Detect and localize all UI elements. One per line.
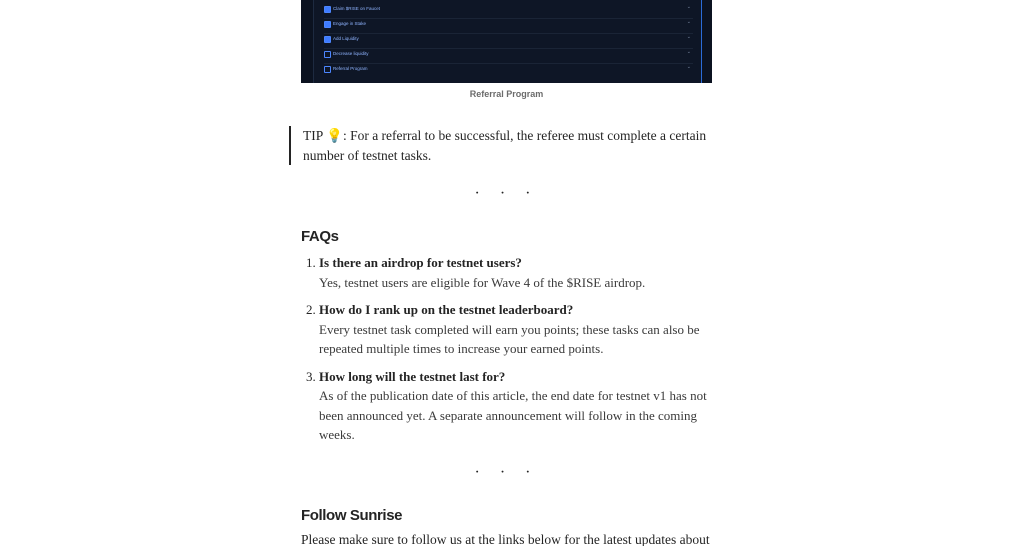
task-row	[324, 48, 693, 64]
checkbox-icon	[324, 6, 331, 13]
chevron-down-icon: ⌄	[686, 34, 691, 40]
faq-item	[319, 367, 711, 445]
chevron-down-icon: ⌄	[686, 49, 691, 55]
faq-question: 3. How long will the testnet last for?	[319, 368, 506, 384]
faq-item	[319, 253, 711, 292]
referral-program-image	[301, 0, 712, 83]
faqs-heading: FAQs	[301, 228, 339, 245]
faq-list	[301, 253, 711, 453]
chevron-down-icon: ⌄	[686, 4, 691, 10]
faq-answer: Yes, testnet users are eligible for Wave 4 of the $RISE airdrop.	[319, 274, 646, 290]
section-separator: · · ·	[474, 464, 539, 481]
task-label: Decrease liquidity	[333, 51, 369, 56]
task-label: Engage in Stake	[333, 21, 367, 26]
faq-answer: As of the publication date of this article, the end date for testnet v1 has not been announced yet. A separate announcement will follow in the coming weeks.	[319, 388, 707, 442]
follow-paragraph: Please make sure to follow us at the links below for the latest updates about	[301, 532, 710, 546]
task-label: Claim $RISE on Faucet	[333, 6, 381, 11]
tip-text: : For a referral to be successful, the referee must complete a certain number of testnet tasks.	[303, 128, 707, 163]
task-row	[324, 63, 693, 78]
tip-blockquote	[289, 126, 719, 165]
task-label: Add Liquidity	[333, 36, 359, 41]
checkbox-icon	[324, 51, 331, 58]
image-caption: Referral Program	[469, 89, 544, 99]
chevron-down-icon: ⌄	[686, 19, 691, 25]
checkbox-icon	[324, 21, 331, 28]
follow-sunrise-heading: Follow Sunrise	[301, 507, 403, 524]
task-label: Referral Program	[333, 66, 368, 71]
faq-item	[319, 300, 711, 359]
checkbox-icon	[324, 66, 331, 73]
section-separator: · · ·	[474, 185, 539, 202]
faq-answer: Every testnet task completed will earn you points; these tasks can also be repeated multiple times to increase your earned points.	[319, 321, 700, 356]
tip-label: TIP	[303, 128, 323, 143]
lightbulb-icon: 💡	[326, 128, 343, 143]
task-row	[324, 18, 693, 34]
faq-question: 2. How do I rank up on the testnet leaderboard?	[319, 302, 574, 317]
task-row	[324, 3, 693, 19]
task-list-panel	[313, 0, 702, 83]
checkbox-icon	[324, 36, 331, 43]
task-row	[324, 33, 693, 49]
faq-question: 1. Is there an airdrop for testnet users?	[319, 255, 522, 270]
chevron-down-icon: ⌄	[686, 64, 691, 70]
